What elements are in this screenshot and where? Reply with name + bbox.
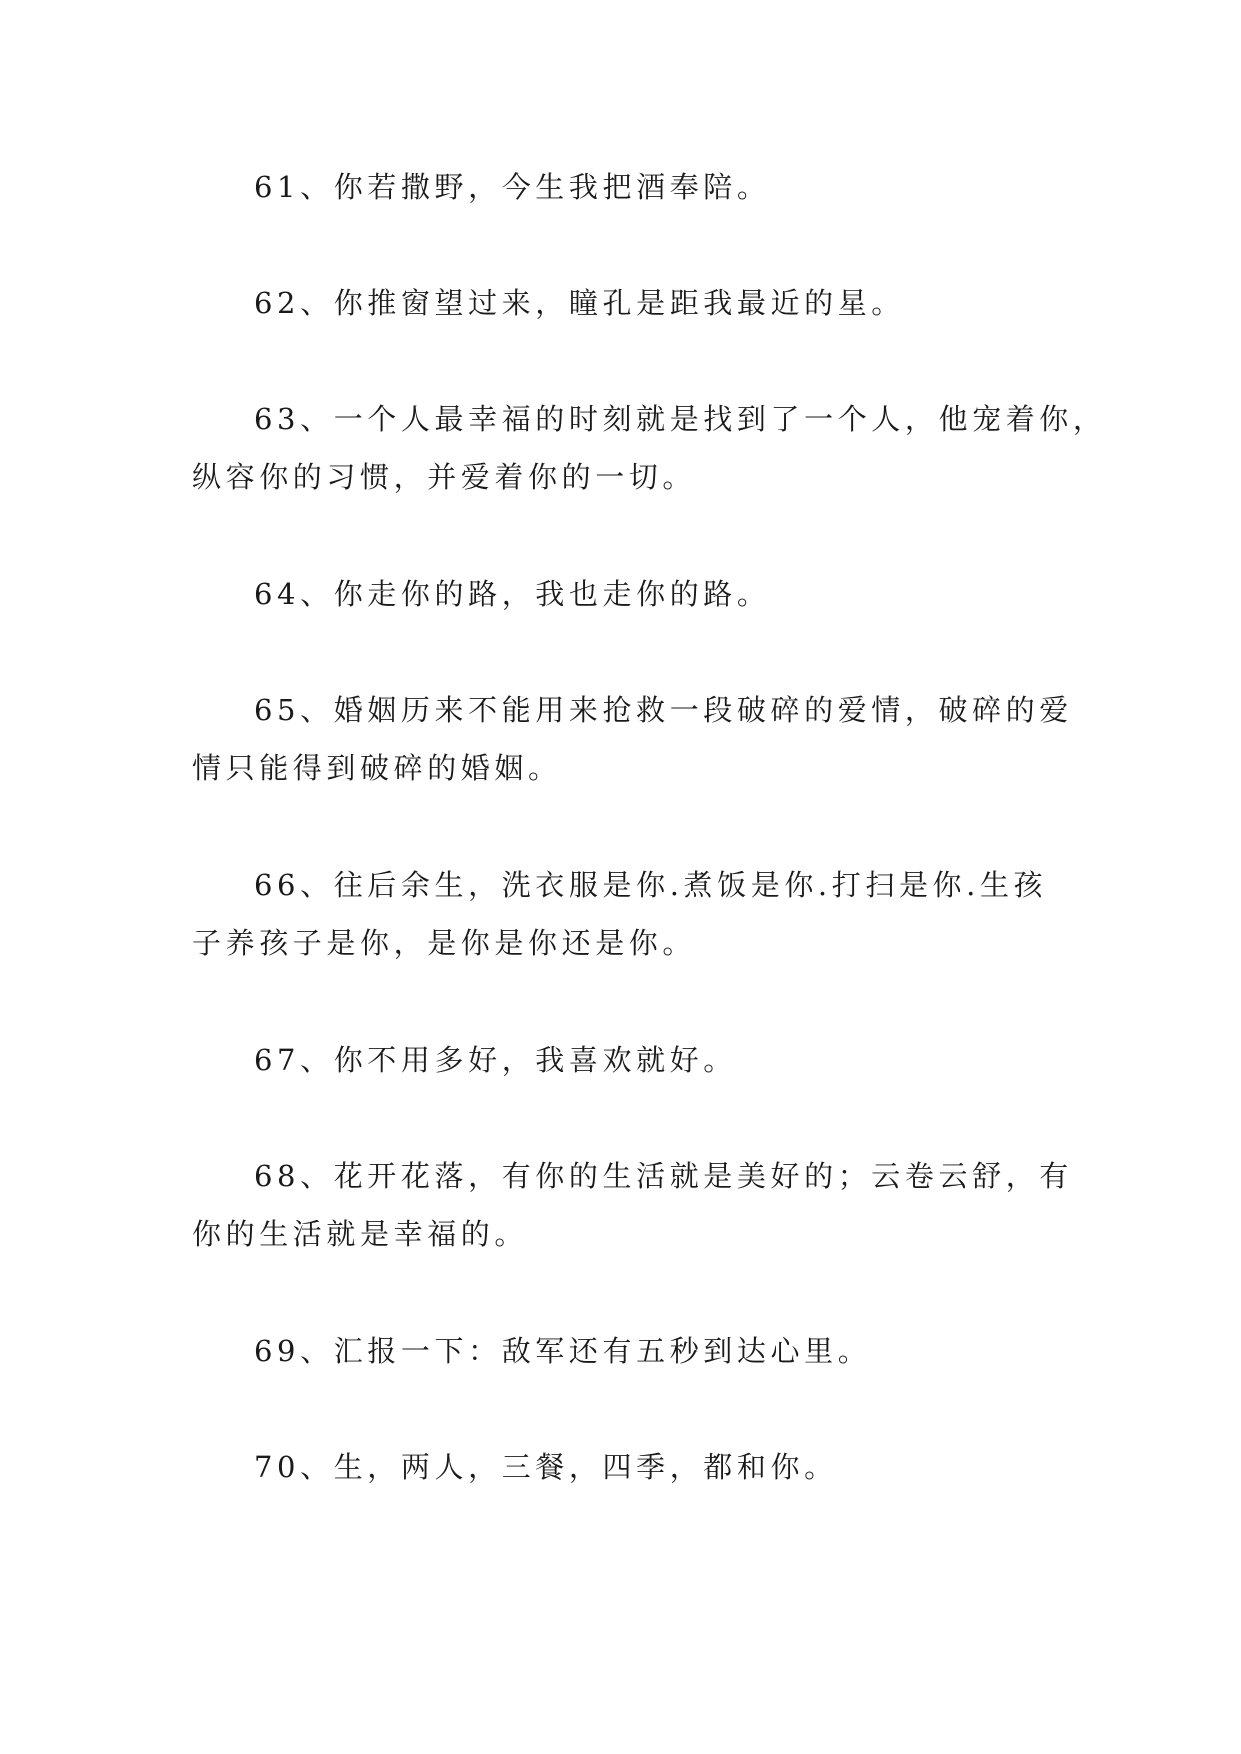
- paragraph-line: 68、花开花落，有你的生活就是美好的；云卷云舒，有: [254, 1159, 1073, 1193]
- paragraph-line: 纵容你的习惯，并爱着你的一切。: [192, 460, 697, 494]
- paragraph-line: 情只能得到破碎的婚姻。: [192, 751, 562, 785]
- paragraph-68: [192, 1147, 1073, 1263]
- paragraph-line: 子养孩子是你，是你是你还是你。: [192, 926, 697, 960]
- paragraph-65: [192, 681, 1073, 797]
- paragraph-64: [192, 565, 1052, 623]
- paragraph-line: 61、你若撒野，今生我把酒奉陪。: [254, 170, 771, 204]
- paragraph-62: [192, 274, 1052, 332]
- paragraph-line: 66、往后余生，洗衣服是你.煮饭是你.打扫是你.生孩: [254, 868, 1048, 902]
- paragraph-line: 67、你不用多好，我喜欢就好。: [254, 1043, 737, 1077]
- paragraph-line: 62、你推窗望过来，瞳孔是距我最近的星。: [254, 286, 905, 320]
- paragraph-line: 63、一个人最幸福的时刻就是找到了一个人，他宠着你，: [254, 402, 1107, 436]
- paragraph-line: 65、婚姻历来不能用来抢救一段破碎的爱情，破碎的爱: [254, 693, 1073, 727]
- paragraph-line: 70、生，两人，三餐，四季，都和你。: [254, 1450, 838, 1484]
- paragraph-63: [192, 390, 1107, 506]
- paragraph-61: [192, 158, 1052, 216]
- paragraph-69: [192, 1322, 1052, 1380]
- paragraph-66: [192, 856, 1052, 972]
- paragraph-70: [192, 1438, 1052, 1496]
- paragraph-line: 69、汇报一下：敌军还有五秒到达心里。: [254, 1334, 872, 1368]
- paragraph-line: 你的生活就是幸福的。: [192, 1217, 529, 1251]
- paragraph-67: [192, 1031, 1052, 1089]
- paragraph-line: 64、你走你的路，我也走你的路。: [254, 577, 771, 611]
